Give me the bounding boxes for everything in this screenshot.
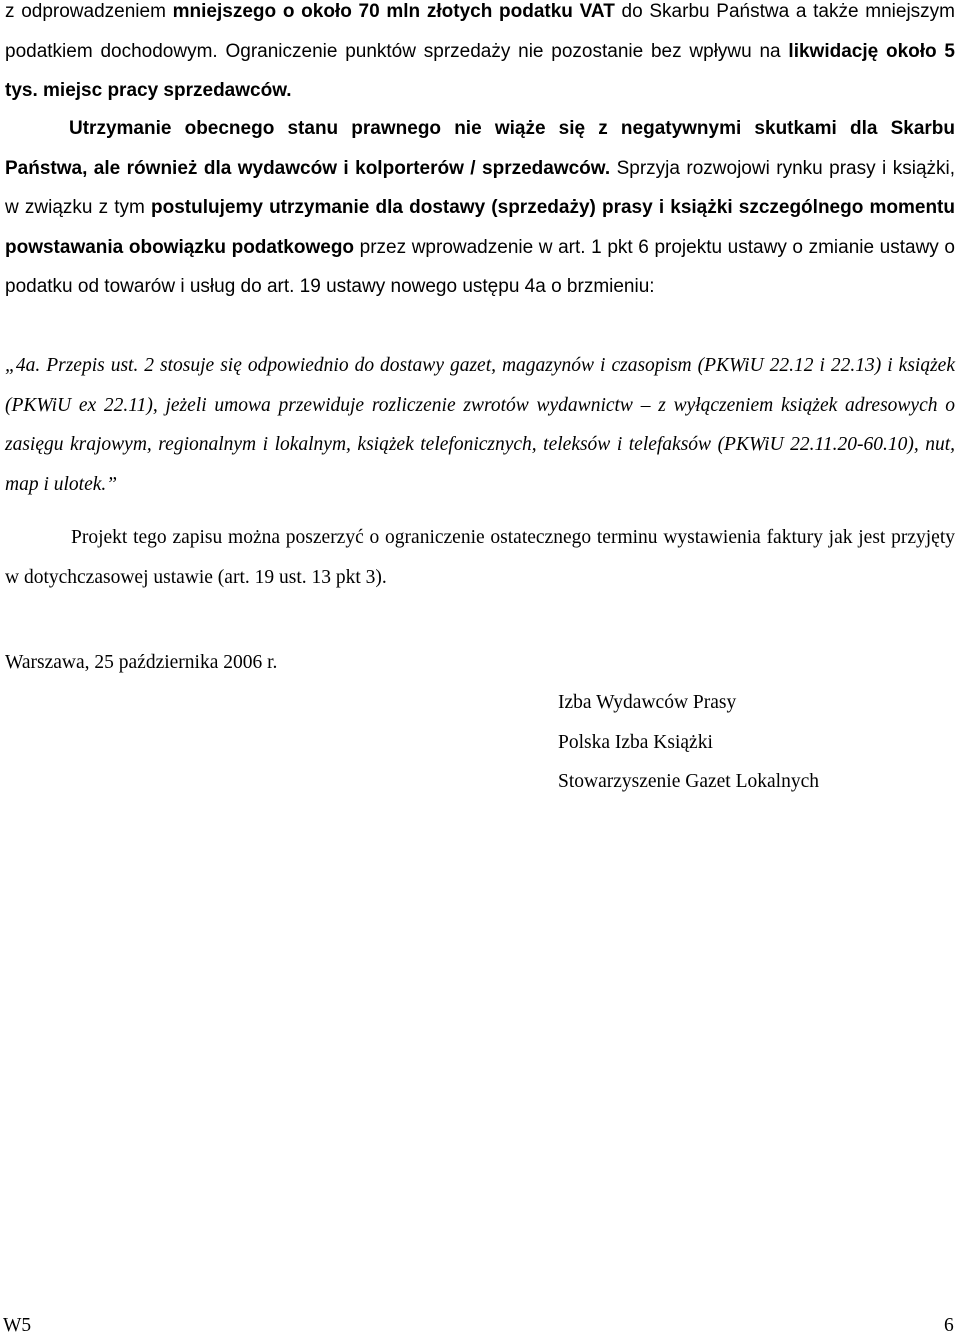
paragraph-postulate bbox=[5, 109, 955, 307]
text-run-bold: likwidację około 5 tys. miejsc pracy sprzedawców. bbox=[5, 40, 955, 101]
date-line: Warszawa, 25 października 2006 r. bbox=[5, 652, 278, 673]
text-run: z odprowadzeniem bbox=[5, 1, 173, 22]
signatory-1: Izba Wydawców Prasy bbox=[558, 692, 737, 713]
text-run-bold: mniejszego o około 70 mln złotych podatku VAT bbox=[172, 1, 615, 22]
text-run: Sprzyja rozwojowi rynku prasy i książki, w związku z tym bbox=[5, 157, 956, 218]
footer-doc-code: W5 bbox=[3, 1315, 32, 1336]
footer-page-number: 6 bbox=[944, 1315, 954, 1336]
text-run: przez wprowadzenie w art. 1 pkt 6 projektu ustawy o zmianie ustawy o podatku od towarów i usług do art. 19 ustawy nowego ustępu 4a o brzmieniu: bbox=[5, 236, 955, 297]
paragraph-proposed-provision: „4a. Przepis ust. 2 stosuje się odpowiednio do dostawy gazet, magazynów i czasopism (PKWiU 22.12 i 22.13) i książek (PKWiU ex 22.11), jeżeli umowa przewiduje rozliczenie zwrotów wydawnictw – z wyłączeniem książek adresowych o zasięgu krajowym, regionalnym i lokalnym, książek telefonicznych, teleksów i telefaksów (PKWiU 22.11.20-60.10), nut, map i ulotek.” bbox=[5, 355, 955, 495]
text-run-bold: Utrzymanie obecnego stanu prawnego nie wiąże się z negatywnymi skutkami dla Skarbu Państwa, ale również dla wydawców i kolporterów / sprzedawców. bbox=[5, 118, 955, 179]
paragraph-project-extension: Projekt tego zapisu można poszerzyć o ograniczenie ostatecznego terminu wystawienia faktury jak jest przyjęty w dotychczasowej ustawie (art. 19 ust. 13 pkt 3). bbox=[5, 527, 955, 588]
paragraph-financial-effects bbox=[5, 0, 955, 111]
signatory-2: Polska Izba Książki bbox=[558, 732, 713, 753]
text-run: do Skarbu Państwa a także mniejszym podatkiem dochodowym. Ograniczenie punktów sprzedaży nie pozostanie bez wpływu na bbox=[5, 1, 956, 62]
signatory-3: Stowarzyszenie Gazet Lokalnych bbox=[558, 771, 819, 792]
text-run-bold: postulujemy utrzymanie dla dostawy (sprzedaży) prasy i książki szczególnego momentu powstawania obowiązku podatkowego bbox=[5, 197, 955, 258]
